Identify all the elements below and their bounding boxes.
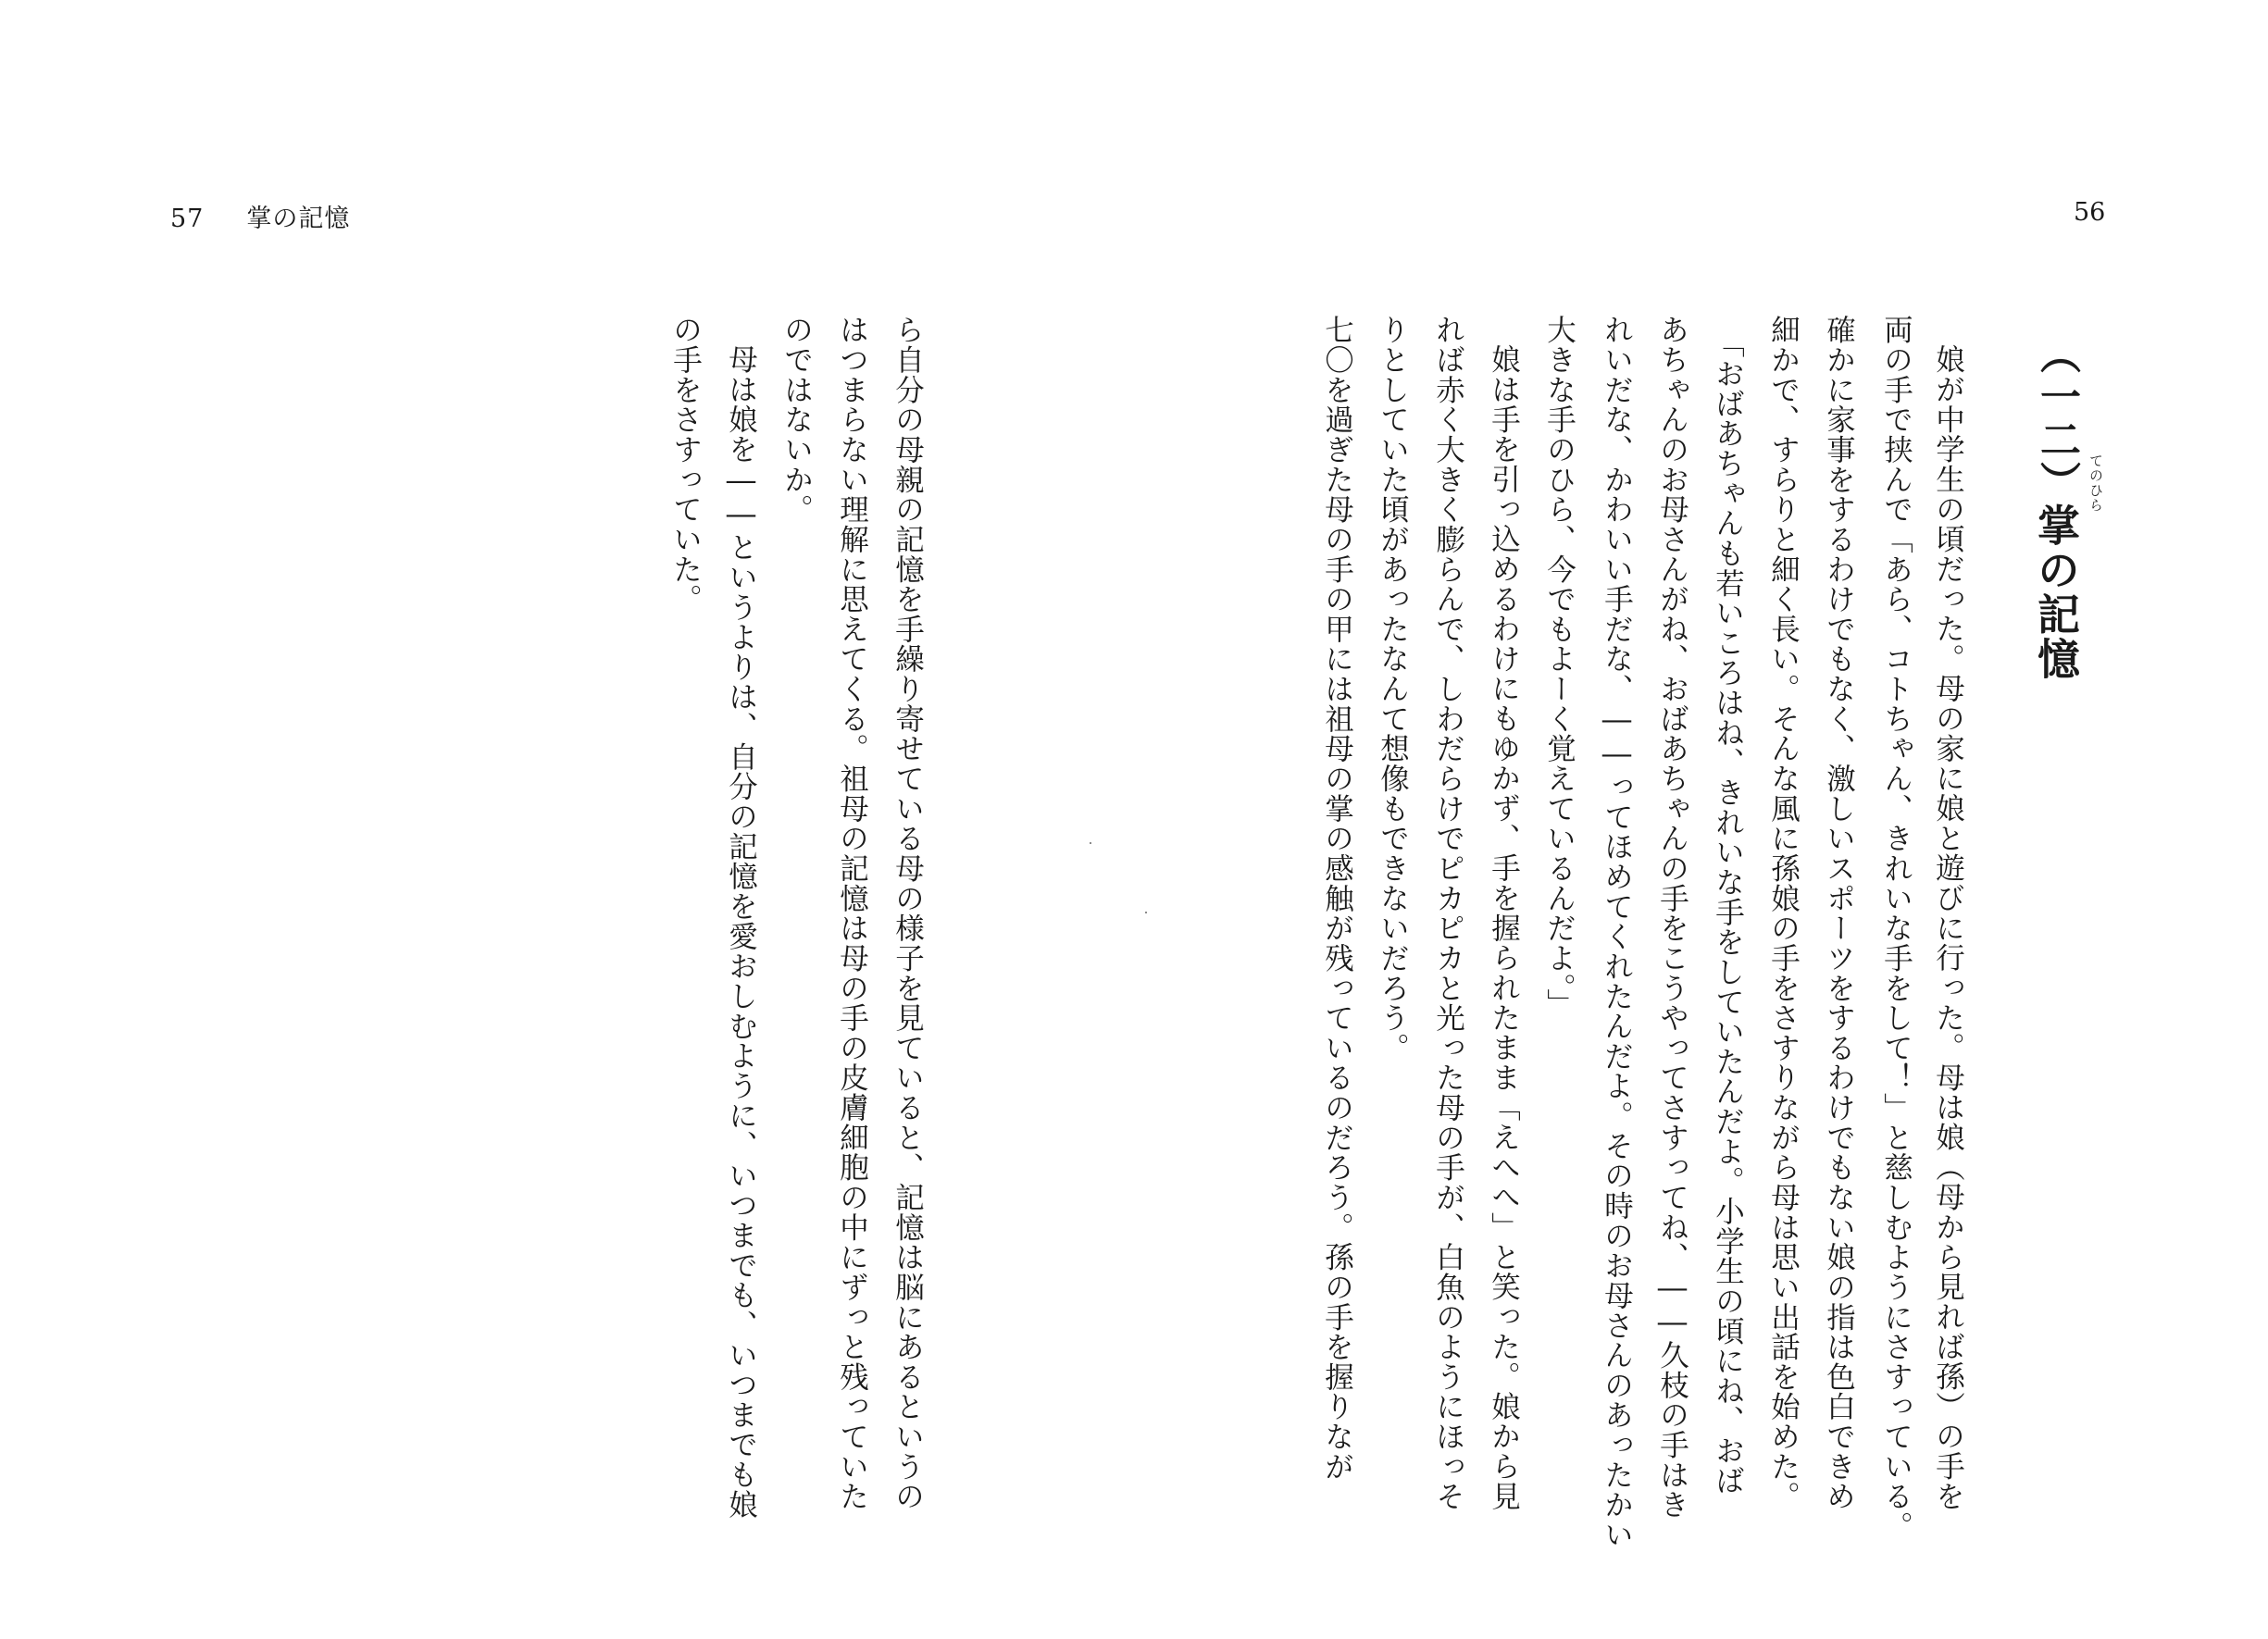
text-line: れいだな、かわいい手だな、――ってほめてくれたんだよ。その時のお母さんのあったかい [1600,315,1634,1550]
text-line: 母は娘を――というよりは、自分の記憶を愛おしむように、いつまでも、いつまでも娘 [724,344,758,1520]
text-line: のではないか。 [779,315,814,525]
chapter-title: 掌の記憶 [2031,503,2081,681]
left-page-number: 57 [170,205,205,233]
text-line: れば赤く大きく膨らんで、しわだらけでピカピカと光った母の手が、白魚のようにほっそ [1431,315,1465,1511]
text-line: 両の手で挟んで「あら、コトちゃん、きれいな手をして！」と慈しむようにさすっている。 [1879,315,1913,1542]
running-title: 掌の記憶 [246,205,351,233]
text-line: はつまらない理解に思えてくる。祖母の記憶は母の手の皮膚細胞の中にずっと残っていた [835,315,869,1511]
text-line: 娘は手を引っ込めるわけにもゆかず、手を握られたまま「えへへ」と笑った。娘から見 [1487,344,1521,1511]
text-line: の手をさすっていた。 [668,315,703,615]
text-line: りとしていた頃があったなんて想像もできないだろう。 [1376,315,1410,1062]
text-line: 確かに家事をするわけでもなく、激しいスポーツをするわけでもない娘の指は色白できめ [1822,315,1856,1511]
text-line: あちゃんのお母さんがね、おばあちゃんの手をこうやってさすってね、――久枝の手はき [1655,315,1689,1520]
scan-speck [1145,912,1147,913]
text-line: ら自分の母親の記憶を手繰り寄せている母の様子を見ていると、記憶は脳にあるというの [891,315,925,1511]
chapter-number: （一二） [2033,333,2080,503]
right-page-number: 56 [2074,198,2106,227]
text-line: 大きな手のひら、今でもよーく覚えているんだよ。」 [1542,315,1576,1018]
text-line: 「おばあちゃんも若いころはね、きれいな手をしていたんだよ。小学生の頃にね、おば [1711,329,1745,1496]
text-line: 細かで、すらりと細く長い。そんな風に孫娘の手をさすりながら母は思い出話を始めた。 [1766,315,1801,1511]
chapter-heading [2031,333,2081,681]
left-page-header [170,198,350,234]
chapter-title-ruby: てのひら [2087,453,2104,513]
text-line: 七〇を過ぎた母の手の甲には祖母の掌の感触が残っているのだろう。孫の手を握りなが [1320,315,1354,1482]
scan-speck [1090,842,1091,844]
text-line: 娘が中学生の頃だった。母の家に娘と遊びに行った。母は娘（母から見れば孫）の手を [1931,344,1965,1511]
